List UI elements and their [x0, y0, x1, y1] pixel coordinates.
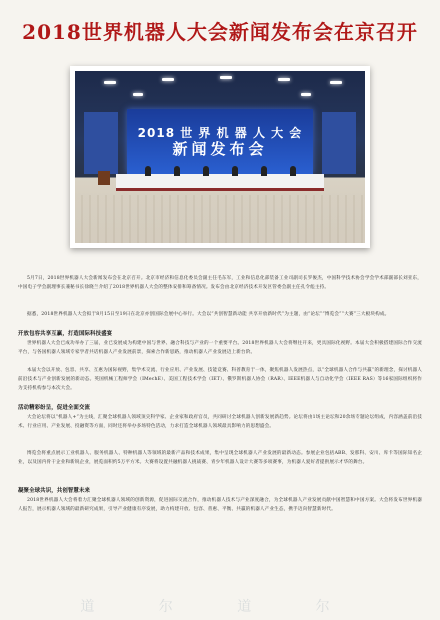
section-heading: 凝聚全球共识，共创智慧未来: [18, 488, 91, 494]
side-screen-right: [322, 112, 357, 174]
screen-subtitle: 新闻发布会: [172, 139, 268, 158]
paragraph: 大会论坛将以“机器人+”为主线，汇聚全球机器人领域顶尖科学家、企业家和政府官员，共同研讨全球机器人创新发展新趋势。论坛将由1场主论坛和20余场专题论坛组成，内容涵盖前沿技术、行业应用、产业发展、投融资等方面，同时还将举办多场特色活动，力求打造全球机器人领域最具影响力的思想盛会。: [18, 415, 422, 430]
speaker: [290, 166, 296, 176]
podium: [98, 171, 110, 185]
paragraph: 2018世界机器人大会将着力汇聚全球机器人领域的创新资源，促进国际交流合作，推动机器人技术与产业深度融合，为全球机器人产业发展贡献中国智慧和中国方案。大会将发布世界机器人报告，展示机器人领域的最新研究成果，引导产业健康有序发展，助力构建开放、包容、普惠、平衡、共赢的机器人产业生态，携手迈向智慧新时代。: [18, 498, 422, 513]
side-screen-left: [84, 112, 119, 174]
ceiling-light: [301, 93, 311, 96]
paragraph: 5月7日，2018世界机器人大会新闻发布会在北京召开。北京市经济和信息化委员会副主任毛东军，工业和信息化部装备工业司副司长罗俊杰，中国科学技术协会学会学术部副部长刘亚东，中国电子学会副理事长兼秘书长徐晓兰介绍了2018世界机器人大会的整体安排和筹备情况。发布会由北京经济技术开发区管委会副主任孔令彪主持。: [18, 276, 422, 291]
ceiling-light: [278, 78, 290, 81]
speaker-table: [116, 174, 325, 191]
press-conference-photo: [70, 66, 370, 248]
speaker: [174, 166, 180, 176]
ceiling-light: [133, 93, 143, 96]
paragraph: 本届大会以开放、包容、共享、互惠为国际视野，集学术交流、行业应用、产业发展、技能竞赛、科普教育于一体，聚焦机器人发展热点，以“全球机器人合作与共赢”的新理念，探讨机器人前沿技术与产业创新发展的新动态。英国机械工程师学会（IMechE）、美国工程技术学会（IET）、俄罗斯机器人协会（RAR）、IEEE机器人与自动化学会（IEEE RAS）等16家国际组织将作为支持机构参与本次大会。: [18, 368, 422, 392]
headline: 2018世界机器人大会新闻发布会在京召开: [22, 20, 418, 44]
speaker: [261, 166, 267, 176]
paragraph: 博览会将重点展示工业机器人、服务机器人、特种机器人等领域的最新产品和技术成果，集中呈现全球机器人产业发展的最新动态。参展企业包括ABB、发那科、安川、库卡等国际知名企业，以及国内骨干企业和新锐企业，展览面积约5万平方米。大赛将设置共融机器人挑战赛、青少年机器人设计大赛等多项赛事，为机器人爱好者提供展示才华的舞台。: [18, 451, 422, 466]
speaker: [145, 166, 151, 176]
ceiling-light: [104, 81, 116, 84]
speaker: [232, 166, 238, 176]
ceiling-light: [162, 78, 174, 81]
speaker: [203, 166, 209, 176]
ceiling-light: [220, 76, 232, 79]
ceiling-light: [330, 81, 342, 84]
photo-scene: [75, 71, 365, 243]
paragraph: 世界机器人大会已成功举办了三届，业已发展成为构建中国与世界、融合科技与产业的一个重要平台。2018世界机器人大会将继往开来，更具国际化视野。本届大会积极搭建国际合作交流平台，与各国机器人领域专家学者共话机器人产业发展前景，探索合作新思路，推动机器人产业发展迈上新台阶。: [18, 341, 422, 356]
paragraph: 据悉，2018世界机器人大会拟于8月15日至19日在北京亦创国际会展中心举行。大会以“共创智慧新动能 共享开放新时代”为主题，由“论坛”“博览会”“大赛”三大板块构成。: [27, 312, 390, 317]
audience-area: [75, 195, 365, 243]
screen-title: 2018 世 界 机 器 人 大 会: [137, 125, 303, 140]
stage-screen: [127, 109, 313, 174]
article-body: [18, 274, 422, 532]
section-heading: 活动精彩纷呈，促进全面交流: [18, 405, 91, 411]
watermark: 道 尔 道 尔: [80, 599, 360, 615]
section-heading: 开放包容共享互赢，打造国际科技盛宴: [18, 331, 113, 337]
